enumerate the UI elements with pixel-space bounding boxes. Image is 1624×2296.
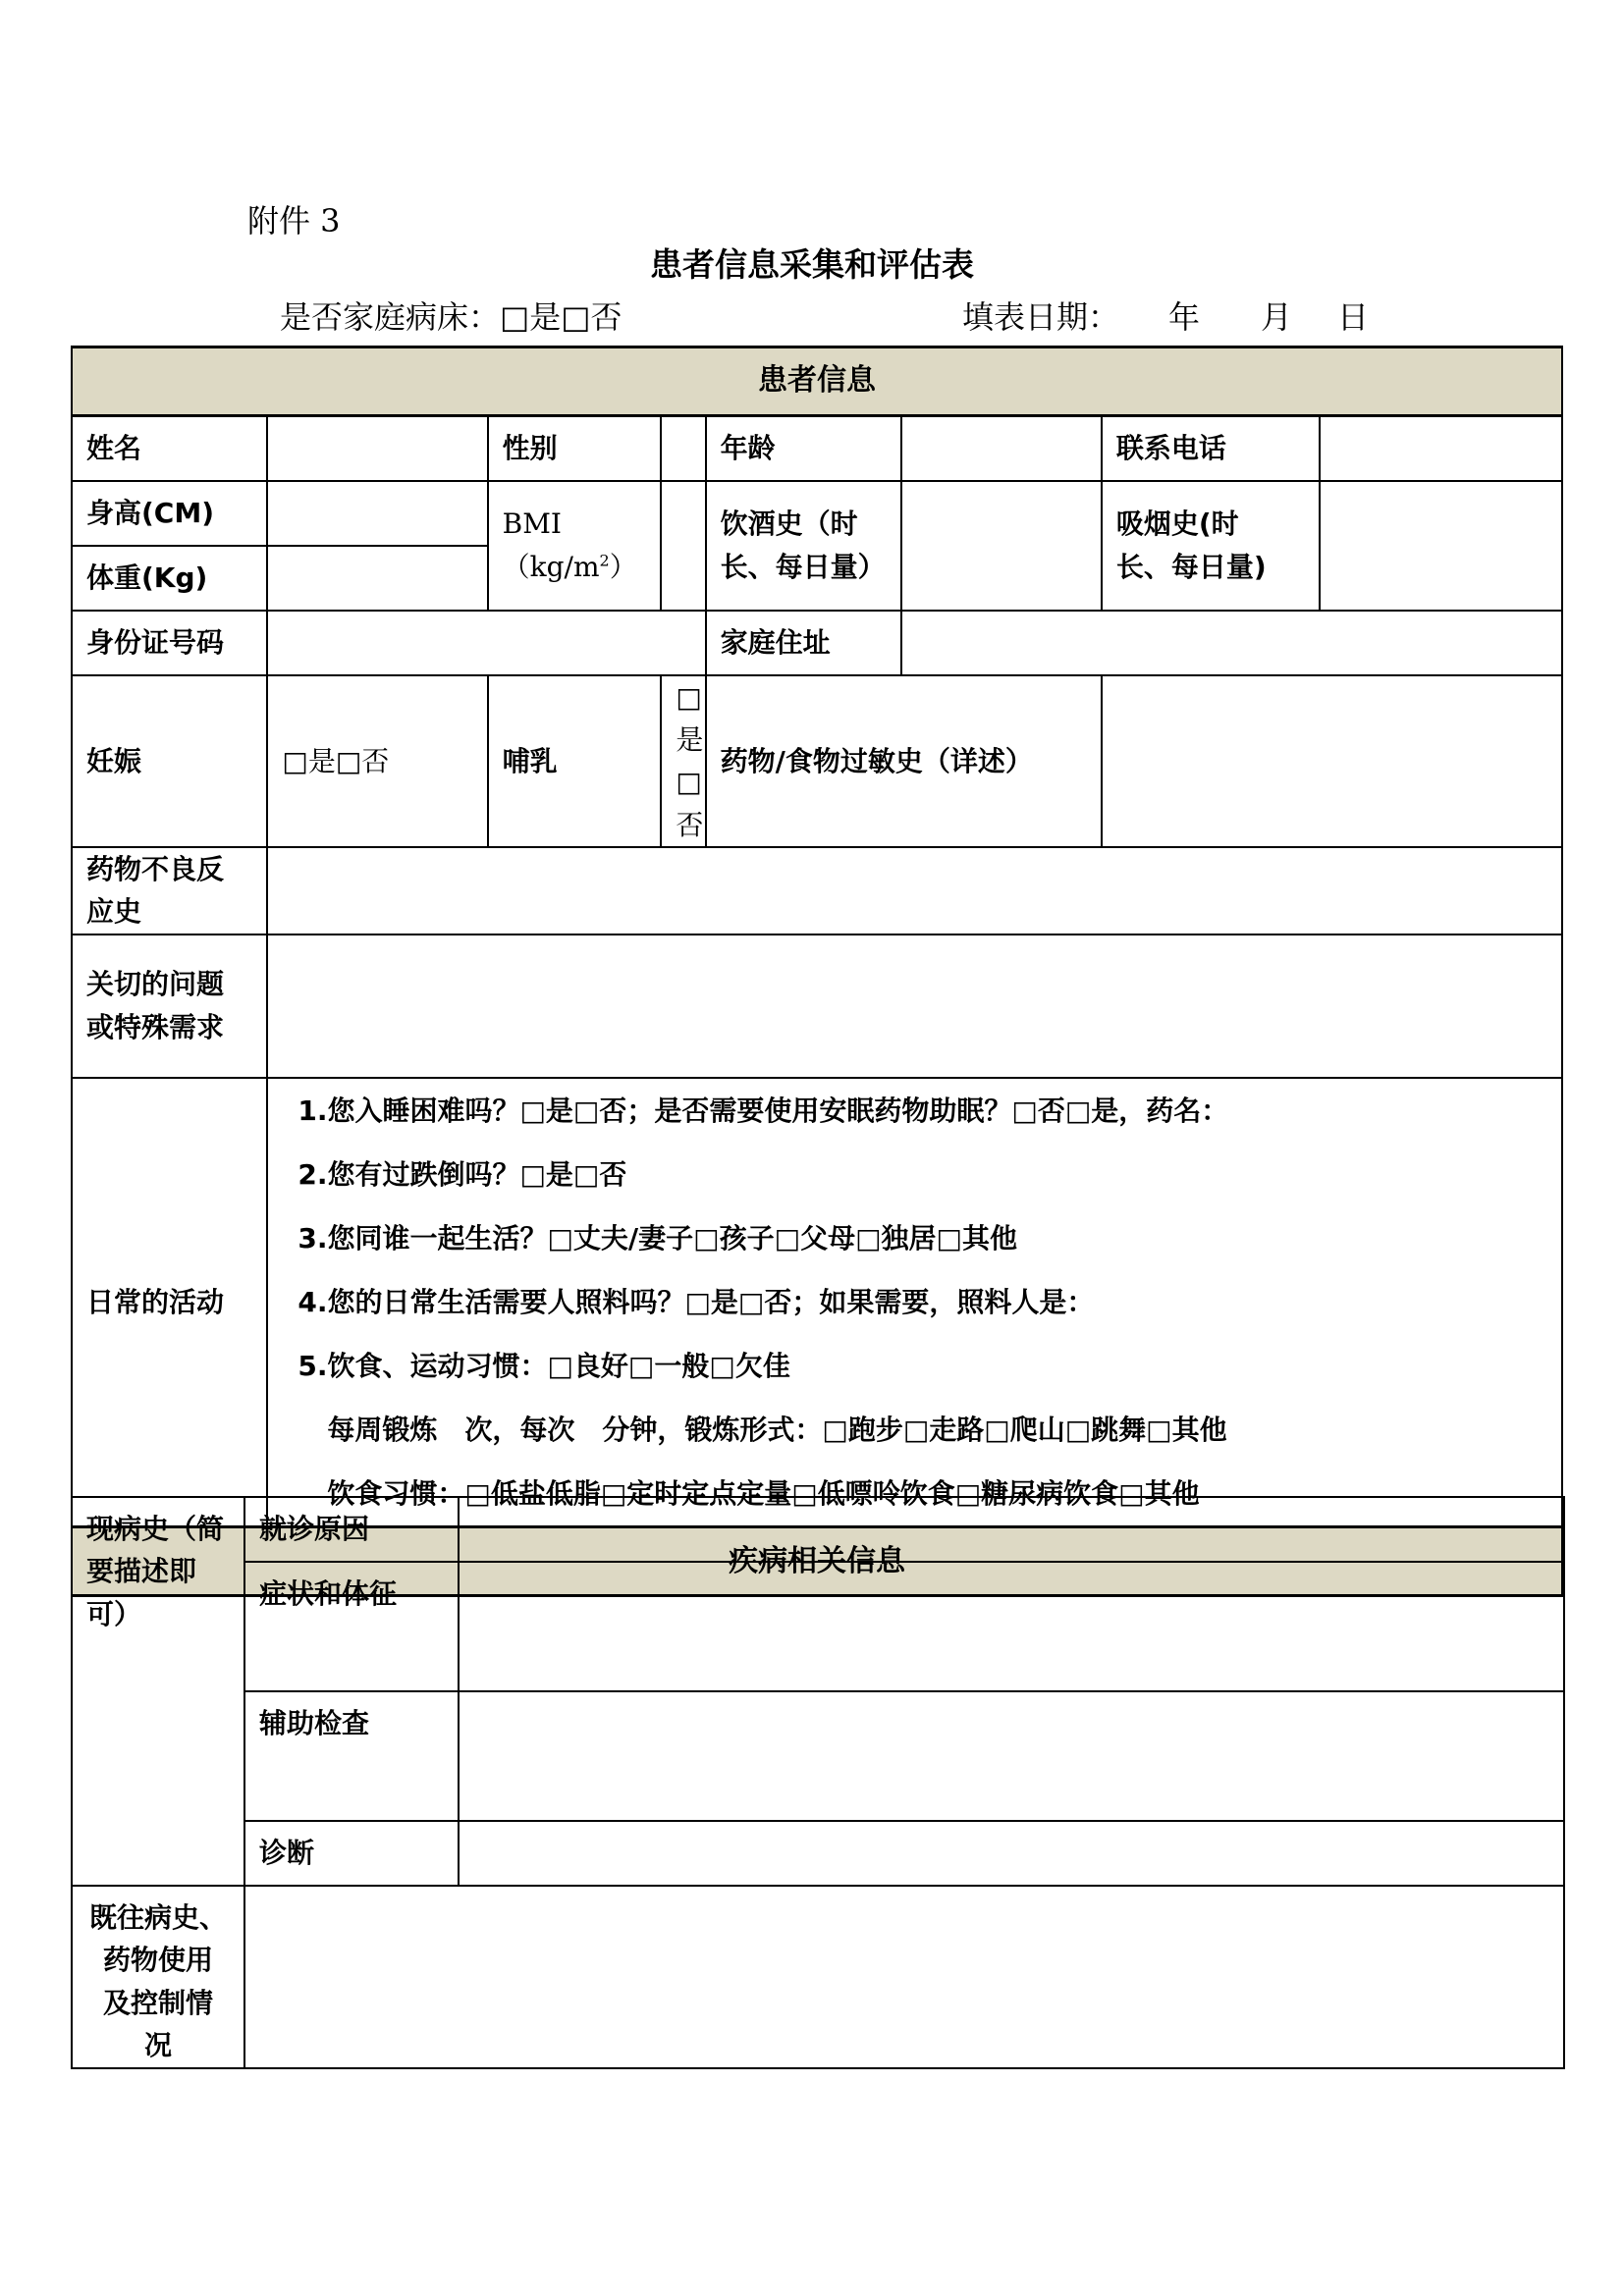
diagnosis-label: 诊断 bbox=[244, 1821, 459, 1886]
adverse-line1: 药物不良反 bbox=[86, 853, 225, 886]
address-label: 家庭住址 bbox=[706, 611, 901, 675]
fill-date-line bbox=[962, 293, 1369, 338]
aux-exam-label: 辅助检查 bbox=[244, 1691, 459, 1821]
daily-item-fall[interactable]: 2.您有过跌倒吗？□是□否 bbox=[298, 1158, 627, 1192]
home-bed-options[interactable]: □是□否 bbox=[500, 298, 623, 336]
breastfeeding-label: 哺乳 bbox=[488, 675, 662, 848]
concern-label bbox=[72, 934, 267, 1078]
height-field[interactable] bbox=[267, 481, 487, 546]
weight-field[interactable] bbox=[267, 546, 487, 611]
name-label: 姓名 bbox=[72, 416, 267, 481]
section-patient-info: 患者信息 bbox=[72, 347, 1562, 416]
date-day: 日 bbox=[1337, 298, 1370, 336]
adverse-reaction-label bbox=[72, 847, 267, 934]
aux-exam-field[interactable] bbox=[459, 1691, 1564, 1821]
bmi-label-text: BMI（kg/m bbox=[502, 507, 600, 583]
allergy-field[interactable] bbox=[1102, 675, 1562, 848]
allergy-label: 药物/食物过敏史（详述） bbox=[706, 675, 1102, 848]
attachment-label: 附件 3 bbox=[247, 202, 341, 240]
date-year: 年 bbox=[1168, 298, 1201, 336]
current-history-line1: 现病史（简 bbox=[86, 1513, 225, 1545]
id-number-label: 身份证号码 bbox=[72, 611, 267, 675]
concern-line2: 或特殊需求 bbox=[86, 1010, 225, 1043]
visit-reason-label: 就诊原因 bbox=[244, 1497, 459, 1562]
past-history-field[interactable] bbox=[244, 1886, 1564, 2068]
symptoms-label: 症状和体征 bbox=[244, 1562, 459, 1691]
smoking-line1: 吸烟史(时 bbox=[1115, 507, 1239, 541]
concern-line1: 关切的问题 bbox=[86, 968, 225, 1001]
drinking-field[interactable] bbox=[901, 481, 1102, 611]
current-history-line3: 可） bbox=[86, 1597, 142, 1630]
daily-item-diet[interactable]: 饮食习惯：□低盐低脂□定时定点定量□低嘌呤饮食□糖尿病饮食□其他 bbox=[327, 1477, 1200, 1511]
phone-label: 联系电话 bbox=[1102, 416, 1320, 481]
bmi-close: ） bbox=[609, 550, 637, 583]
section-disease-info: 疾病相关信息 bbox=[72, 1527, 1562, 1596]
visit-reason-field[interactable] bbox=[459, 1497, 1564, 1562]
breastfeeding-options-text: □是□否 bbox=[676, 680, 704, 841]
id-number-field[interactable] bbox=[267, 611, 705, 675]
smoking-field[interactable] bbox=[1320, 481, 1562, 611]
daily-item-living-with[interactable]: 3.您同谁一起生活？□丈夫/妻子□孩子□父母□独居□其他 bbox=[298, 1222, 1017, 1255]
past-line1: 既往病史、 bbox=[88, 1901, 227, 1934]
past-history-label bbox=[72, 1886, 244, 2068]
current-history-label bbox=[72, 1497, 244, 1886]
smoking-label bbox=[1102, 481, 1320, 611]
drinking-line1: 饮酒史（时 bbox=[720, 507, 858, 541]
disease-table bbox=[71, 1496, 1565, 2069]
age-label: 年龄 bbox=[706, 416, 901, 481]
phone-field[interactable] bbox=[1320, 416, 1562, 481]
gender-field[interactable] bbox=[661, 416, 705, 481]
breastfeeding-options[interactable] bbox=[661, 675, 705, 848]
fill-date-label: 填表日期： bbox=[962, 298, 1120, 336]
daily-activity-list bbox=[267, 1078, 1562, 1527]
drinking-line2: 长、每日量） bbox=[720, 550, 886, 583]
address-field[interactable] bbox=[901, 611, 1562, 675]
diagnosis-field[interactable] bbox=[459, 1821, 1564, 1886]
pregnancy-label: 妊娠 bbox=[72, 675, 267, 848]
daily-item-exercise[interactable]: 每周锻炼 次，每次 分钟，锻炼形式：□跑步□走路□爬山□跳舞□其他 bbox=[327, 1414, 1227, 1447]
smoking-line2: 长、每日量) bbox=[1115, 550, 1267, 583]
daily-item-care[interactable]: 4.您的日常生活需要人照料吗？□是□否；如果需要，照料人是： bbox=[298, 1286, 1095, 1319]
age-field[interactable] bbox=[901, 416, 1102, 481]
name-field[interactable] bbox=[267, 416, 487, 481]
past-line4: 况 bbox=[143, 2029, 172, 2062]
home-bed-label: 是否家庭病床： bbox=[280, 298, 501, 336]
current-history-line2: 要描述即 bbox=[86, 1555, 197, 1588]
symptoms-field[interactable] bbox=[459, 1562, 1564, 1691]
patient-form-table bbox=[71, 346, 1563, 1597]
daily-item-habits[interactable]: 5.饮食、运动习惯：□良好□一般□欠佳 bbox=[298, 1350, 790, 1383]
past-line3: 及控制情 bbox=[102, 1986, 213, 2019]
height-label: 身高(CM) bbox=[72, 481, 267, 546]
gender-label: 性别 bbox=[488, 416, 662, 481]
daily-activity-label: 日常的活动 bbox=[72, 1078, 267, 1527]
drinking-label bbox=[706, 481, 901, 611]
bmi-sup: 2 bbox=[599, 551, 610, 570]
weight-label: 体重(Kg) bbox=[72, 546, 267, 611]
form-title: 患者信息采集和评估表 bbox=[650, 245, 974, 284]
home-bed-line bbox=[280, 293, 623, 338]
adverse-line2: 应史 bbox=[86, 895, 142, 929]
past-line2: 药物使用 bbox=[102, 1944, 213, 1977]
daily-item-sleep[interactable]: 1.您入睡困难吗？□是□否；是否需要使用安眠药物助眠？□否□是，药名： bbox=[298, 1095, 1229, 1128]
date-month: 月 bbox=[1261, 298, 1293, 336]
adverse-reaction-field[interactable] bbox=[267, 847, 1562, 934]
bmi-field[interactable] bbox=[661, 481, 705, 611]
pregnancy-options[interactable]: □是□否 bbox=[267, 675, 487, 848]
concern-field[interactable] bbox=[267, 934, 1562, 1078]
bmi-label bbox=[488, 481, 662, 611]
